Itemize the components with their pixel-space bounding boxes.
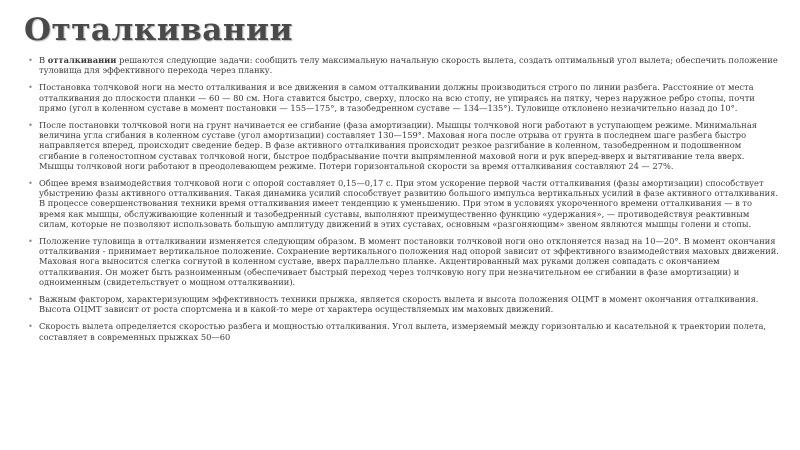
bullet-icon: • <box>28 82 33 93</box>
item-text: Важным фактором, характеризующим эффективность техники прыжка, является скорость вылета и высота положения ОЦМТ в момент окончания отталкивания. Высота ОЦМТ зависит от роста спортсмена и в какой-то мере от характера осуществляемых им маховых движений. <box>39 294 759 315</box>
bullet-icon: • <box>28 236 33 247</box>
list-item <box>28 178 780 229</box>
bullet-icon: • <box>28 178 33 189</box>
list-item <box>28 82 780 113</box>
item-text: Положение туловища в отталкивании изменяется следующим образом. В момент постановки толчковой ноги оно отклоняется назад на 10—20°. В момент окончания отталкивания - принимает вертикальное положение. Сохранение вертикального положения над опорой зависит от эффективного взаимодействия маховых движений. Маховая нога выносится слегка согнутой в коленном суставе, вверх параллельно планке. Акцентированный мах руками должен совпадать с окончанием отталкивания. Он может быть разноименным (обеспечивает быстрый переход через толчковую ногу при незначительном ее сгибании в фазе амортизации) и одноименным (свидетельствует о мощном отталкивании). <box>39 236 779 287</box>
list-item <box>28 236 780 287</box>
item-text: После постановки толчковой ноги на грунт начинается ее сгибание (фаза амортизации). Мышцы толчковой ноги работают в уступающем режиме. Минимальная величина угла сгибания в коленном суставе (угол амортизации) составляет 130—159°. Маховая нога после отрыва от грунта в последнем шаге разбега быстро направляется вперед, происходит сведение бедер. В фазе активного отталкивания происходит резкое разгибание в коленном, тазобедренном и подошвенном сгибание в голеностопном суставах толчковой ноги, быстрое подбрасывание почти выпрямленной маховой ноги и рук вперед-вверх и вытягивание тела вверх. Мышцы толчковой ноги работают в преодолевающем режиме. Потери горизонтальной скорости за время отталкивания составляют 24 — 27%. <box>39 120 758 171</box>
list-item <box>28 321 780 341</box>
item-text: Общее время взаимодействия толчковой ноги с опорой составляет 0,15—0,17 с. При этом ускорение первой части отталкивания (фазы амортизации) способствует убыстрению фазы активного отталкивания. Такая динамика усилий способствует развитию большого импульса вертикальных усилий в фазе активного отталкивания. В процессе совершенствования техники время отталкивания имеет тенденцию к уменьшению. При этом в условиях укороченного времени отталкивания — в то время как мышцы, обслуживающие коленный и тазобедренный суставы, выполняют преимущественно функцию «удержания», — противодействуя реактивным силам, которые не позволяют использовать большую амплитуду движений в этих суставах, основным «разгоняющим» звеном являются мышцы голени и стопы. <box>39 178 779 229</box>
item-text-bold: отталкивании <box>47 55 117 65</box>
list-item <box>28 294 780 314</box>
bullet-icon: • <box>28 294 33 305</box>
bullet-icon: • <box>28 321 33 332</box>
bullet-list <box>28 55 780 349</box>
item-text-pre: В <box>39 55 48 65</box>
item-text: решаются следующие задачи: сообщить телу максимальную начальную скорость вылета, создать оптимальный угол вылета; обеспечить положение туловища для эффективного перехода через планку. <box>39 55 778 76</box>
list-item <box>28 55 780 75</box>
item-text: Скорость вылета определяется скоростью разбега и мощностью отталкивания. Угол вылета, измеряемый между горизонталью и касательной к траектории полета, составляет в современных прыжках 50—60 <box>39 321 767 342</box>
item-text: Постановка толчковой ноги на место отталкивания и все движения в самом отталкивании должны производиться строго по линии разбега. Расстояние от места отталкивания до плоскости планки — 60 — 80 см. Нога ставится быстро, сверху, плоско на всю стопу, не упираясь на пятку, через наружное ребро стопы, почти прямо (угол в коленном суставе в момент постановки — 155—175°, в тазобедренном суставе — 134—135°). Туловище отклонено незначительно назад до 10°. <box>39 82 755 113</box>
bullet-icon: • <box>28 55 33 65</box>
list-item <box>28 120 780 171</box>
page-title: Отталкивании <box>24 12 294 48</box>
bullet-icon: • <box>28 120 33 131</box>
